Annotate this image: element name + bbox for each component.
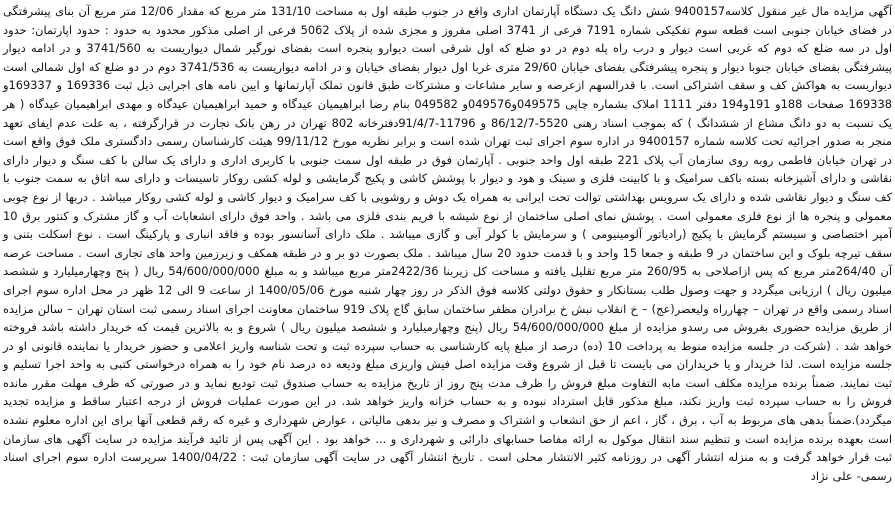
auction-notice-text: آگهی مزایده مال غیر منقول کلاسه9400157 شش دانگ یک دستگاه آپارتمان اداری واقع در جنوب طبقه اول به مساحت 131/10 متر مربع که مقدار 12/06 متر مربع آن بنای پیشرفتگی در فضای خیابان جنوبی است قطعه سوم تفکیکی شماره 7191 فرعی از 3741 اصلی مفروز و مجزی شده از پلاک 5062 فرعی از اصلی مذکور محدود به حدود : حدود اپارتمان: حدود اول در سه ضلع که دوم که غربی است دیوار و درب راه پله دوم در دو ضلع که اول شرقی است دیوارو پنجره است بفضای نورگیر شمال دیواریست به 3741/560 و در ادامه دیوار پیشرفتگی بفضای خیابان جنوبا دیوار و پنجره پیشرفتگی بفضای خیابان 29/60 متری غربا اول دیوار بفضای خیابان و در ادامه دیواریست به 3741/536 دوم در دو ضلع که اول شمالی است دیواریست به هواکش کف و سقف اشتراکی است. با قدرالسهم ازعرصه و سایر مشاعات و مشترکات طبق قانون تملک آپارتمانها و ایین نامه های اجرایی ذیل ثبت 169336 و 169337و 169338 صفحات 188و 191و194 دفتر 1111 املاک بشماره چاپی 049575و049576و 049582 بنام رضا ابراهیمیان عیدگاه و حمید ابراهیمیان عیدگاه و مهدی ابراهیمیان عیدگاه ( هر یک نسبت به دو دانگ مشاع از ششدانگ ) که بموجب اسناد رهنی 5520-86/12/7 و 11796-91/4/7دفترخانه 802 تهران در رهن بانک تجارت در قرارگرفته ، به علت عدم ایفای تعهد منجر به صدور اجرائیه تحت کلاسه شماره 9400157 در اداره سوم اجرای ثبت تهران شده است و برابر نظریه مورخ 99/11/12 هیئت کارشناسان رسمی دادگستری ملک فوق واقع است در تهران خیابان فاطمی روبه روی سازمان آب پلاک 221 طبقه اول واحد جنوبی . آپارتمان فوق در طبقه اول سمت جنوبی با کاربری اداری و دارای یک سالن با کف سنگ و دیوار دارای نقاشی و دارای آشپزخانه بسته باکف سرامیک و با کابینت فلزی و سینک و هود و دیوار با پوشش کاشی و پکیج گرمایشی و لوله کشی روکار تاسیسات و دارای سه اتاق به سمت جنوب با کف سنگ و دیوار نقاشی شده و دارای یک سرویس بهداشتی توالت تحت ایرانی به همراه یک دوش و روشویی با کف سرامیک و دیوار کاشی و لوله کشی روکار میباشد . دربها از نوع چوبی معمولی و پنجره ها از نوع فلزی معمولی است . پوشش نمای اصلی ساختمان از نوع شیشه با فریم بندی فلزی می باشد . واحد فوق دارای انشعابات آب و گاز مشترک و کنتور برق 10 آمپر اختصاصی و سیستم گرمایش با پکیج (رادیاتور آلومینیومی ) و سرمایش با کولر آبی و گازی میباشد . ملک دارای آسانسور بوده و فاقد انباری و پارکینگ است . نوع اسکلت بتنی و سقف تیرچه بلوک و این ساختمان در 9 طبقه و جمعا 15 واحد و با قدمت حدود 20 سال میباشد . ملک بصورت دو بر و در طبقه همکف و زیرزمین واحد های تجاری است . مساحت عرصه آن 264/40متر مربع که پس ازاصلاحی به 260/95 متر مربع تقلیل یافته و مساحت کل زیربنا 2422/36متر مربع میباشد و به مبلغ 54/600/000/000 ریال ( پنج وچهارمیلیارد و ششصد میلیون ریال ) ارزیابی میگردد و جهت وصول طلب بستانکار و حقوق دولتی کلاسه فوق الذکر در روز چهار شنبه مورخ 1400/05/06 از ساعت 9 الی 12 ظهر در محل اداره سوم اجرای اسناد رسمی واقع در تهران – چهارراه ولیعصر(عج) – خ انقلاب نبش خ برادران مظفر ساختمان سابق گاج پلاک 919 ساختمان معاونت اجرای اسناد رسمی ثبت استان تهران – سالن مزایده از طریق مزایده حضوری بفروش می رسدو مزایده از مبلغ 54/600/000/000 ریال (پنج وچهارمیلیارد و ششصد میلیون ریال ) شروع و به بالاترین قیمت که خریدار داشته باشد فروخته خواهد شد . (شرکت در جلسه مزایده منوط به پرداخت 10 (ده) درصد از مبلغ پایه کارشناسی به حساب سپرده ثبت و تحت شناسه واریز اعلامی و حضور خریدار یا نماینده قانونی او در جلسه مزایده است. لذا خریدار و یا خریداران می بایست تا قبل از شروع وقت مزایده اصل فیش واریزی مبلغ ودیعه ده درصد نام خود را به همراه درخواستی کتبی به واحد اجرا تسلیم و ثبت نمایند. ضمناً برنده مزایده مکلف است مابه التفاوت مبلغ فروش را ظرف مدت پنج روز از تاریخ مزایده به حساب صندوق ثبت تودیع نماید و در صورتی که ظرف مهلت مقرر مانده فروش را به حساب سپرده ثبت واریز نکند، مبلغ مذکور قابل استرداد نبوده و به حساب خزانه واریز خواهد شد. در این صورت عملیات فروش از درجه اعتبار ساقط و مزایده تجدید میگردد).ضمناً بدهی های مربوط به آب ، برق ، گاز ، اعم از حق انشعاب و اشتراک و مصرف و نیز بدهی مالیاتی ، عوارض شهرداری و غیره که رقم قطعی آنها برای این اداره معلوم نشده است بعهده برنده مزایده است و تنظیم سند انتقال موکول به ارائه مفاصا حسابهای دارائی و شهرداری و ... خواهد بود . این آگهی پس از تائید فرآیند مزایده در سایت آگهی های سازمان ثبت قرار خواهد گرفت و به منزله انتشار آگهی در روزنامه کثیر الانتشار محلی است . تاریخ انتشار آگهی در سایت آگهی سازمان ثبت : 1400/04/22 سرپرست اداره سوم اجرای اسناد رسمی- علی نژاد (3, 4, 893, 483)
